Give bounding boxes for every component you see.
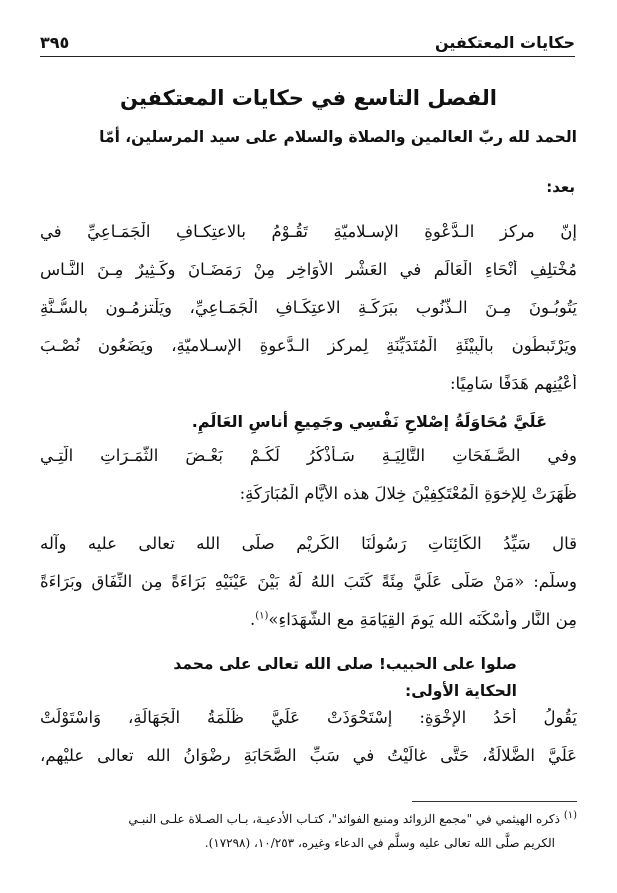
story-heading: الحكاية الأولى: <box>405 682 517 700</box>
paragraph-line: ويَرْتَبطُون بالْبِيْئَةِ الْمُتَدَيِّنَةِ لِمركز الـدَّعوةِ الإسـلاميّةِ، ويَضَعُون نُصْـبَ <box>40 336 577 355</box>
story-line: عَلَيَّ الضَّلالَةُ، حَتَّى غالَيْتُ في سَبِّ الصَّحَابَةِ رِضْوَانُ الله تعالى عليْهم، <box>40 746 577 765</box>
footnote-text: ذكره الهيثمي في "مجمع الزوائد ومنبع الفوائد"، كتـاب الأدعيـة، بـاب الصـلاة علـى النبـي <box>128 812 560 826</box>
salawat-line: صلوا على الحبيب! صلى الله تعالى على محمد <box>173 655 517 673</box>
book-title: حكايات المعتكفين <box>434 32 575 52</box>
greeting-text: بعد: <box>546 178 575 196</box>
paragraph-line: أَعْيُنِهم هَدَفًا سَامِيًا: <box>450 374 577 393</box>
paragraph-line: وفي الصَّـفَحَاتِ التَّالِيَـةِ سَـأَذْكُرُ لَكُـمْ بَعْـضَ الثَّمَـرَاتِ الَّتِـي <box>40 446 577 465</box>
paragraph-line: مُخْتلِفِ أَنْحَاءِ الْعَالَمِ في العَشْرِ الأَوَاخِرِ مِنْ رَمَضَـانَ وكَـثِيرٌ مِـنَ النَّـاسِ <box>40 260 577 279</box>
paragraph-line: إنّ مركز الـدَّعْوةِ الإسـلاميّةِ تَقُـوْمُ بالاعتِكـافِ الْجَمَـاعِيِّ في <box>40 222 577 241</box>
footnote-line: الكريم صلَّى الله تعالى عليه وسلَّم في الدعاء وغيره، ١٠/٢٥٣، (١٧٢٩٨). <box>204 836 555 850</box>
motto-text: عَلَيَّ مُحَاوَلَةُ إصْلاحِ نَفْسِي وجَمِيعِ أناسِ العَالَمِ. <box>191 412 547 431</box>
footnote-reference: (١) <box>255 610 269 622</box>
hadith-line: وسلَّم: «مَنْ صَلَّى عَلَيَّ مِئَةً كَتَبَ اللهُ لَهُ بَيْنَ عَيْنَيْهِ بَرَاءَةً مِن النِّفَاقِ وبَرَاءَةً <box>40 572 577 591</box>
story-line: يَقُولُ أَحَدُ الإخْوَةِ: إِسْتَحْوَذَتْ عَلَيَّ ظُلْمَةُ الْجَهَالَةِ، وَاسْتَوْلَتْ <box>40 708 577 727</box>
doxology-line: الحمد لله ربّ العالمين والصلاة والسلام على سيد المرسلين، أمّا <box>99 128 577 146</box>
footnote-marker: (١) <box>563 810 577 821</box>
paragraph-line: يَتُوبُـونَ مِـنَ الـذُّنُوبِ ببَرَكَـةِ الاعتِكَـافِ الْجَمَـاعِيِّ، ويَلْتزِمُـون بالسُّـنَّةِ <box>40 298 577 317</box>
footnote-line <box>40 810 577 826</box>
hadith-text: مِن النَّارِ وأَسْكَنَه الله يَومَ القِيَامَةِ مع الشُّهَدَاءِ» <box>268 610 577 629</box>
hadith-line: قال سَيِّدُ الكَائِنَاتِ رَسُولُنَا الكَرِيْمِ صلَّى الله تعالى عليه وآله <box>40 534 577 553</box>
paragraph-line: ظَهَرَتْ لِلإخوَةِ الْمُعْتَكِفِيْنَ خِلالَ هذه الأَيَّامِ الْمُبَارَكَةِ: <box>239 484 577 503</box>
footnote-separator <box>412 801 577 802</box>
running-header <box>40 28 575 57</box>
page-number: ٣٩٥ <box>40 32 70 52</box>
chapter-title: الفصل التاسع في حكايات المعتكفين <box>120 86 497 110</box>
hadith-line: مِن النَّارِ وأَسْكَنَه الله يَومَ القِيَامَةِ مع الشُّهَدَاءِ»$^{(١)}$. <box>249 610 577 629</box>
